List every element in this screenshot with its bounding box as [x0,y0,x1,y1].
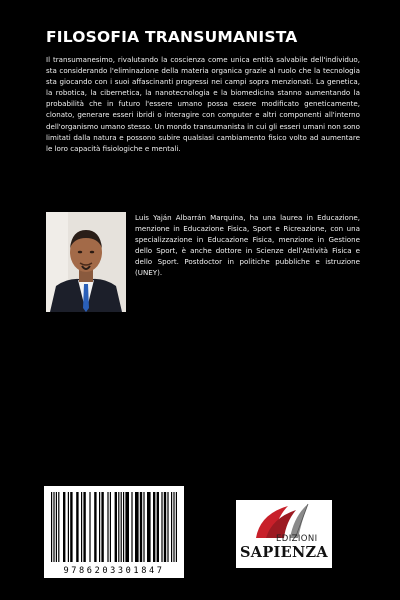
barcode-bar [121,492,122,562]
barcode-bar [53,492,54,562]
barcode-bar [89,492,90,562]
publisher-logo [236,500,332,568]
author-bio: Luis Yaján Albarrán Marquina, ha una laurea in Educazione, menzione in Educazione Fisica, Sport e Ricreazione, con una specializzazione in Educazione Fisica, menzione in Gestione dello Sport, è anche dottore in Scienze dell'Attività Fisica e dello Sport. Postdoctor in politiche pubbliche e istruzione (UNEY). [135,213,360,278]
barcode-bar [51,492,52,562]
barcode-bar [164,492,166,562]
barcode-bar [131,492,132,562]
barcode-bar [70,492,72,562]
barcode-bar [161,492,162,562]
barcode-bar [115,492,117,562]
barcode-bar [118,492,119,562]
barcode-bar [171,492,172,562]
barcode-bar [135,492,139,562]
barcode-bar [107,492,108,562]
isbn-number: 9786203301847 [63,566,165,576]
barcode-bars [44,486,184,564]
publisher-label: EDIZIONI [276,534,318,544]
barcode-bar [76,492,78,562]
barcode-bar [147,492,151,562]
barcode-bar [123,492,124,562]
barcode-bar [56,492,57,562]
barcode-bar [99,492,100,562]
barcode-bar [157,492,159,562]
barcode-bar [83,492,85,562]
barcode-bar [167,492,168,562]
author-photo [46,212,126,312]
barcode-bar [110,492,111,562]
barcode-bar [94,492,96,562]
barcode-bar [68,492,69,562]
barcode-bar [140,492,142,562]
author-portrait-icon [46,212,126,312]
book-title: FILOSOFIA TRANSUMANISTA [46,28,298,46]
barcode-bar [81,492,82,562]
barcode-bar [101,492,103,562]
barcode-bar [153,492,155,562]
barcode-bar [173,492,174,562]
barcode-bar [58,492,59,562]
barcode-bar [143,492,144,562]
isbn-barcode [44,486,184,578]
barcode-bar [63,492,65,562]
barcode-bar [176,492,177,562]
book-synopsis: Il transumanesimo, rivalutando la coscienza come unica entità salvabile dell'individuo, sta considerando l'eliminazione della materia organica grazie al ruolo che la tecnologia sta giocando con i suoi affascinanti progressi nei campi sopra menzionati. La genetica, la robotica, la cibernetica, la nanotecnologia e la biomedicina stanno aumentando la probabilità che in futuro l'essere umano possa essere modificato geneticamente, clonato, generare esseri ibridi o interagire con computer e altri componenti all'interno dell'organismo umano stesso. Un mondo transumanista in cui gli esseri umani non sono limitati dalla natura e possono subire qualsiasi cambiamento fisico volto ad aumentare le loro capacità fisiologiche e mentali. [46,55,360,153]
barcode-bar [125,492,129,562]
publisher-name: SAPIENZA [240,544,328,561]
